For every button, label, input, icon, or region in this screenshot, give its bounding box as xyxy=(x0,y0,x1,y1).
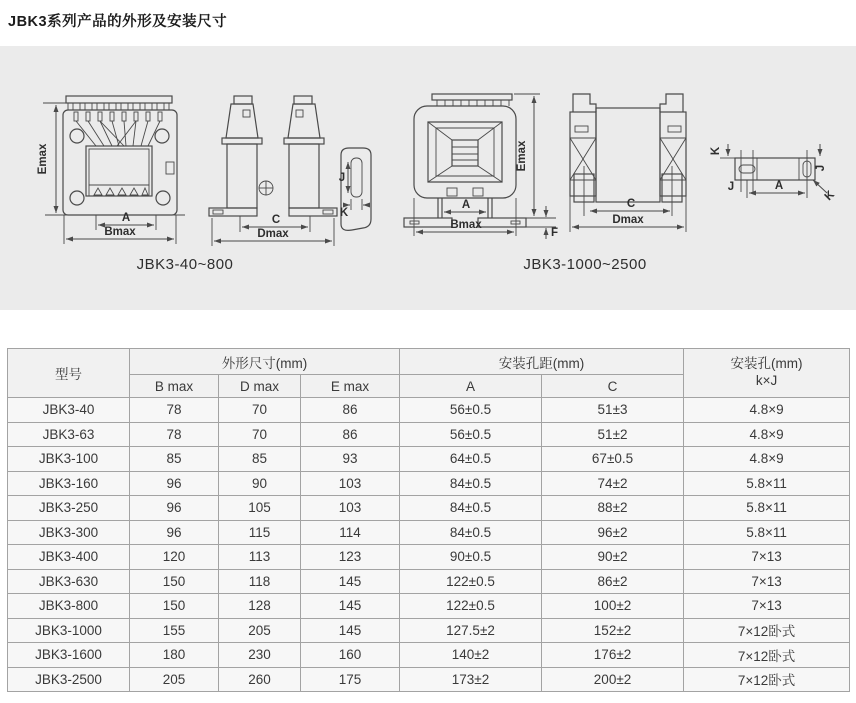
table-row xyxy=(8,447,850,472)
cell-b-max: 155 xyxy=(130,618,219,643)
header-c: C xyxy=(542,375,684,398)
cell-model: JBK3-1000 xyxy=(8,618,130,643)
cell-kj: 7×12卧式 xyxy=(684,618,850,643)
cell-a: 56±0.5 xyxy=(400,422,542,447)
cell-c: 51±2 xyxy=(542,422,684,447)
cell-e-max: 103 xyxy=(301,471,400,496)
page-title: JBK3系列产品的外形及安装尺寸 xyxy=(8,14,228,30)
cell-d-max: 115 xyxy=(219,520,301,545)
side-view-large-frame xyxy=(570,94,686,232)
cell-a: 56±0.5 xyxy=(400,398,542,423)
cell-e-max: 123 xyxy=(301,545,400,570)
cell-kj: 7×12卧式 xyxy=(684,667,850,692)
cell-c: 152±2 xyxy=(542,618,684,643)
header-e-max: E max xyxy=(301,375,400,398)
cell-e-max: 114 xyxy=(301,520,400,545)
table-row xyxy=(8,520,850,545)
cell-kj: 7×12卧式 xyxy=(684,643,850,668)
cell-c: 51±3 xyxy=(542,398,684,423)
header-d-max: D max xyxy=(219,375,301,398)
plus-circle-mark xyxy=(259,181,273,195)
cell-b-max: 120 xyxy=(130,545,219,570)
table-row xyxy=(8,471,850,496)
header-model: 型号 xyxy=(8,349,130,398)
mount-hole xyxy=(70,191,84,205)
dim-label-emax: Emax xyxy=(37,143,49,175)
side-view-small-frame xyxy=(209,96,337,246)
cell-c: 67±0.5 xyxy=(542,447,684,472)
cell-kj: 4.8×9 xyxy=(684,447,850,472)
cell-d-max: 260 xyxy=(219,667,301,692)
dim-label-k: K xyxy=(339,207,349,219)
dim-label-bmax: Bmax xyxy=(104,226,136,238)
cell-b-max: 150 xyxy=(130,569,219,594)
cell-e-max: 175 xyxy=(301,667,400,692)
cell-b-max: 150 xyxy=(130,594,219,619)
cell-c: 86±2 xyxy=(542,569,684,594)
front-view-large-frame xyxy=(404,94,558,239)
cell-e-max: 145 xyxy=(301,594,400,619)
cell-e-max: 145 xyxy=(301,569,400,594)
wires xyxy=(76,121,160,146)
cell-c: 90±2 xyxy=(542,545,684,570)
cell-e-max: 103 xyxy=(301,496,400,521)
header-hole-group xyxy=(684,349,850,398)
cell-model: JBK3-300 xyxy=(8,520,130,545)
cell-a: 122±0.5 xyxy=(400,569,542,594)
cell-b-max: 205 xyxy=(130,667,219,692)
cell-model: JBK3-2500 xyxy=(8,667,130,692)
cell-c: 96±2 xyxy=(542,520,684,545)
cell-kj: 7×13 xyxy=(684,594,850,619)
table-row xyxy=(8,496,850,521)
cell-d-max: 230 xyxy=(219,643,301,668)
cell-c: 176±2 xyxy=(542,643,684,668)
cell-b-max: 96 xyxy=(130,471,219,496)
table-header xyxy=(8,349,850,398)
dim-label-f: F xyxy=(551,227,559,239)
cell-b-max: 78 xyxy=(130,398,219,423)
dim-label-c: C xyxy=(271,214,281,226)
table-row xyxy=(8,618,850,643)
cell-e-max: 145 xyxy=(301,618,400,643)
cell-d-max: 105 xyxy=(219,496,301,521)
mount-hole xyxy=(156,191,170,205)
cell-model: JBK3-250 xyxy=(8,496,130,521)
cell-e-max: 93 xyxy=(301,447,400,472)
header-pitch-group: 安装孔距(mm) xyxy=(400,349,684,375)
table-row xyxy=(8,398,850,423)
mount-hole xyxy=(155,129,169,143)
table-row xyxy=(8,643,850,668)
dim-label-k-diag: K xyxy=(822,188,838,204)
cell-d-max: 118 xyxy=(219,569,301,594)
cell-model: JBK3-40 xyxy=(8,398,130,423)
cell-a: 84±0.5 xyxy=(400,496,542,521)
cell-model: JBK3-63 xyxy=(8,422,130,447)
cell-d-max: 90 xyxy=(219,471,301,496)
cell-c: 74±2 xyxy=(542,471,684,496)
dimension-table xyxy=(7,348,850,692)
figure-caption-large: JBK3-1000~2500 xyxy=(523,256,647,273)
cell-c: 88±2 xyxy=(542,496,684,521)
cell-d-max: 128 xyxy=(219,594,301,619)
cell-model: JBK3-160 xyxy=(8,471,130,496)
foot-detail-large-frame xyxy=(710,144,838,203)
cell-d-max: 70 xyxy=(219,398,301,423)
cell-a: 84±0.5 xyxy=(400,471,542,496)
cell-model: JBK3-1600 xyxy=(8,643,130,668)
header-outline-group: 外形尺寸(mm) xyxy=(130,349,400,375)
dimension-drawings xyxy=(0,46,856,310)
cell-a: 84±0.5 xyxy=(400,520,542,545)
mount-slot-detail-small xyxy=(339,148,371,230)
dim-label-j: J xyxy=(338,172,346,184)
cell-d-max: 85 xyxy=(219,447,301,472)
figure-band xyxy=(0,46,856,310)
table-row xyxy=(8,422,850,447)
cell-kj: 7×13 xyxy=(684,569,850,594)
table-row xyxy=(8,545,850,570)
cell-a: 64±0.5 xyxy=(400,447,542,472)
cell-kj: 5.8×11 xyxy=(684,496,850,521)
cell-kj: 5.8×11 xyxy=(684,471,850,496)
cell-e-max: 86 xyxy=(301,422,400,447)
cell-d-max: 70 xyxy=(219,422,301,447)
header-a: A xyxy=(400,375,542,398)
table-row xyxy=(8,594,850,619)
cell-a: 127.5±2 xyxy=(400,618,542,643)
dim-label-a: A xyxy=(121,212,131,224)
header-b-max: B max xyxy=(130,375,219,398)
dim-label-c-large: C xyxy=(626,198,636,210)
header-hole-group-title: 安装孔(mm) xyxy=(730,356,803,372)
cell-e-max: 86 xyxy=(301,398,400,423)
table-row xyxy=(8,667,850,692)
dim-label-j-left: J xyxy=(727,181,735,193)
cell-a: 140±2 xyxy=(400,643,542,668)
dim-label-dmax-large: Dmax xyxy=(612,214,644,226)
mount-hole xyxy=(70,129,84,143)
dim-label-a-foot: A xyxy=(774,180,784,192)
cell-kj: 7×13 xyxy=(684,545,850,570)
figure-caption-small: JBK3-40~800 xyxy=(136,256,234,273)
cell-model: JBK3-100 xyxy=(8,447,130,472)
cell-kj: 4.8×9 xyxy=(684,398,850,423)
front-view-small-frame xyxy=(37,96,185,244)
cell-c: 100±2 xyxy=(542,594,684,619)
cell-b-max: 78 xyxy=(130,422,219,447)
cell-b-max: 96 xyxy=(130,520,219,545)
dim-label-bmax-large: Bmax xyxy=(450,219,482,231)
cell-model: JBK3-630 xyxy=(8,569,130,594)
cell-e-max: 160 xyxy=(301,643,400,668)
dim-label-emax-large: Emax xyxy=(516,140,528,172)
dim-label-j-right: J xyxy=(815,164,827,172)
cell-a: 122±0.5 xyxy=(400,594,542,619)
table-body xyxy=(8,398,850,692)
dim-label-dmax: Dmax xyxy=(257,228,289,240)
cell-d-max: 205 xyxy=(219,618,301,643)
cell-model: JBK3-800 xyxy=(8,594,130,619)
header-hole-group-sub: k×J xyxy=(755,373,778,388)
dim-label-a-large: A xyxy=(461,199,471,211)
cell-a: 173±2 xyxy=(400,667,542,692)
cell-d-max: 113 xyxy=(219,545,301,570)
cell-kj: 5.8×11 xyxy=(684,520,850,545)
cell-c: 200±2 xyxy=(542,667,684,692)
dim-label-k-top: K xyxy=(710,146,722,156)
cell-b-max: 85 xyxy=(130,447,219,472)
cell-model: JBK3-400 xyxy=(8,545,130,570)
table-row xyxy=(8,569,850,594)
cell-b-max: 180 xyxy=(130,643,219,668)
cell-b-max: 96 xyxy=(130,496,219,521)
cell-a: 90±0.5 xyxy=(400,545,542,570)
cell-kj: 4.8×9 xyxy=(684,422,850,447)
